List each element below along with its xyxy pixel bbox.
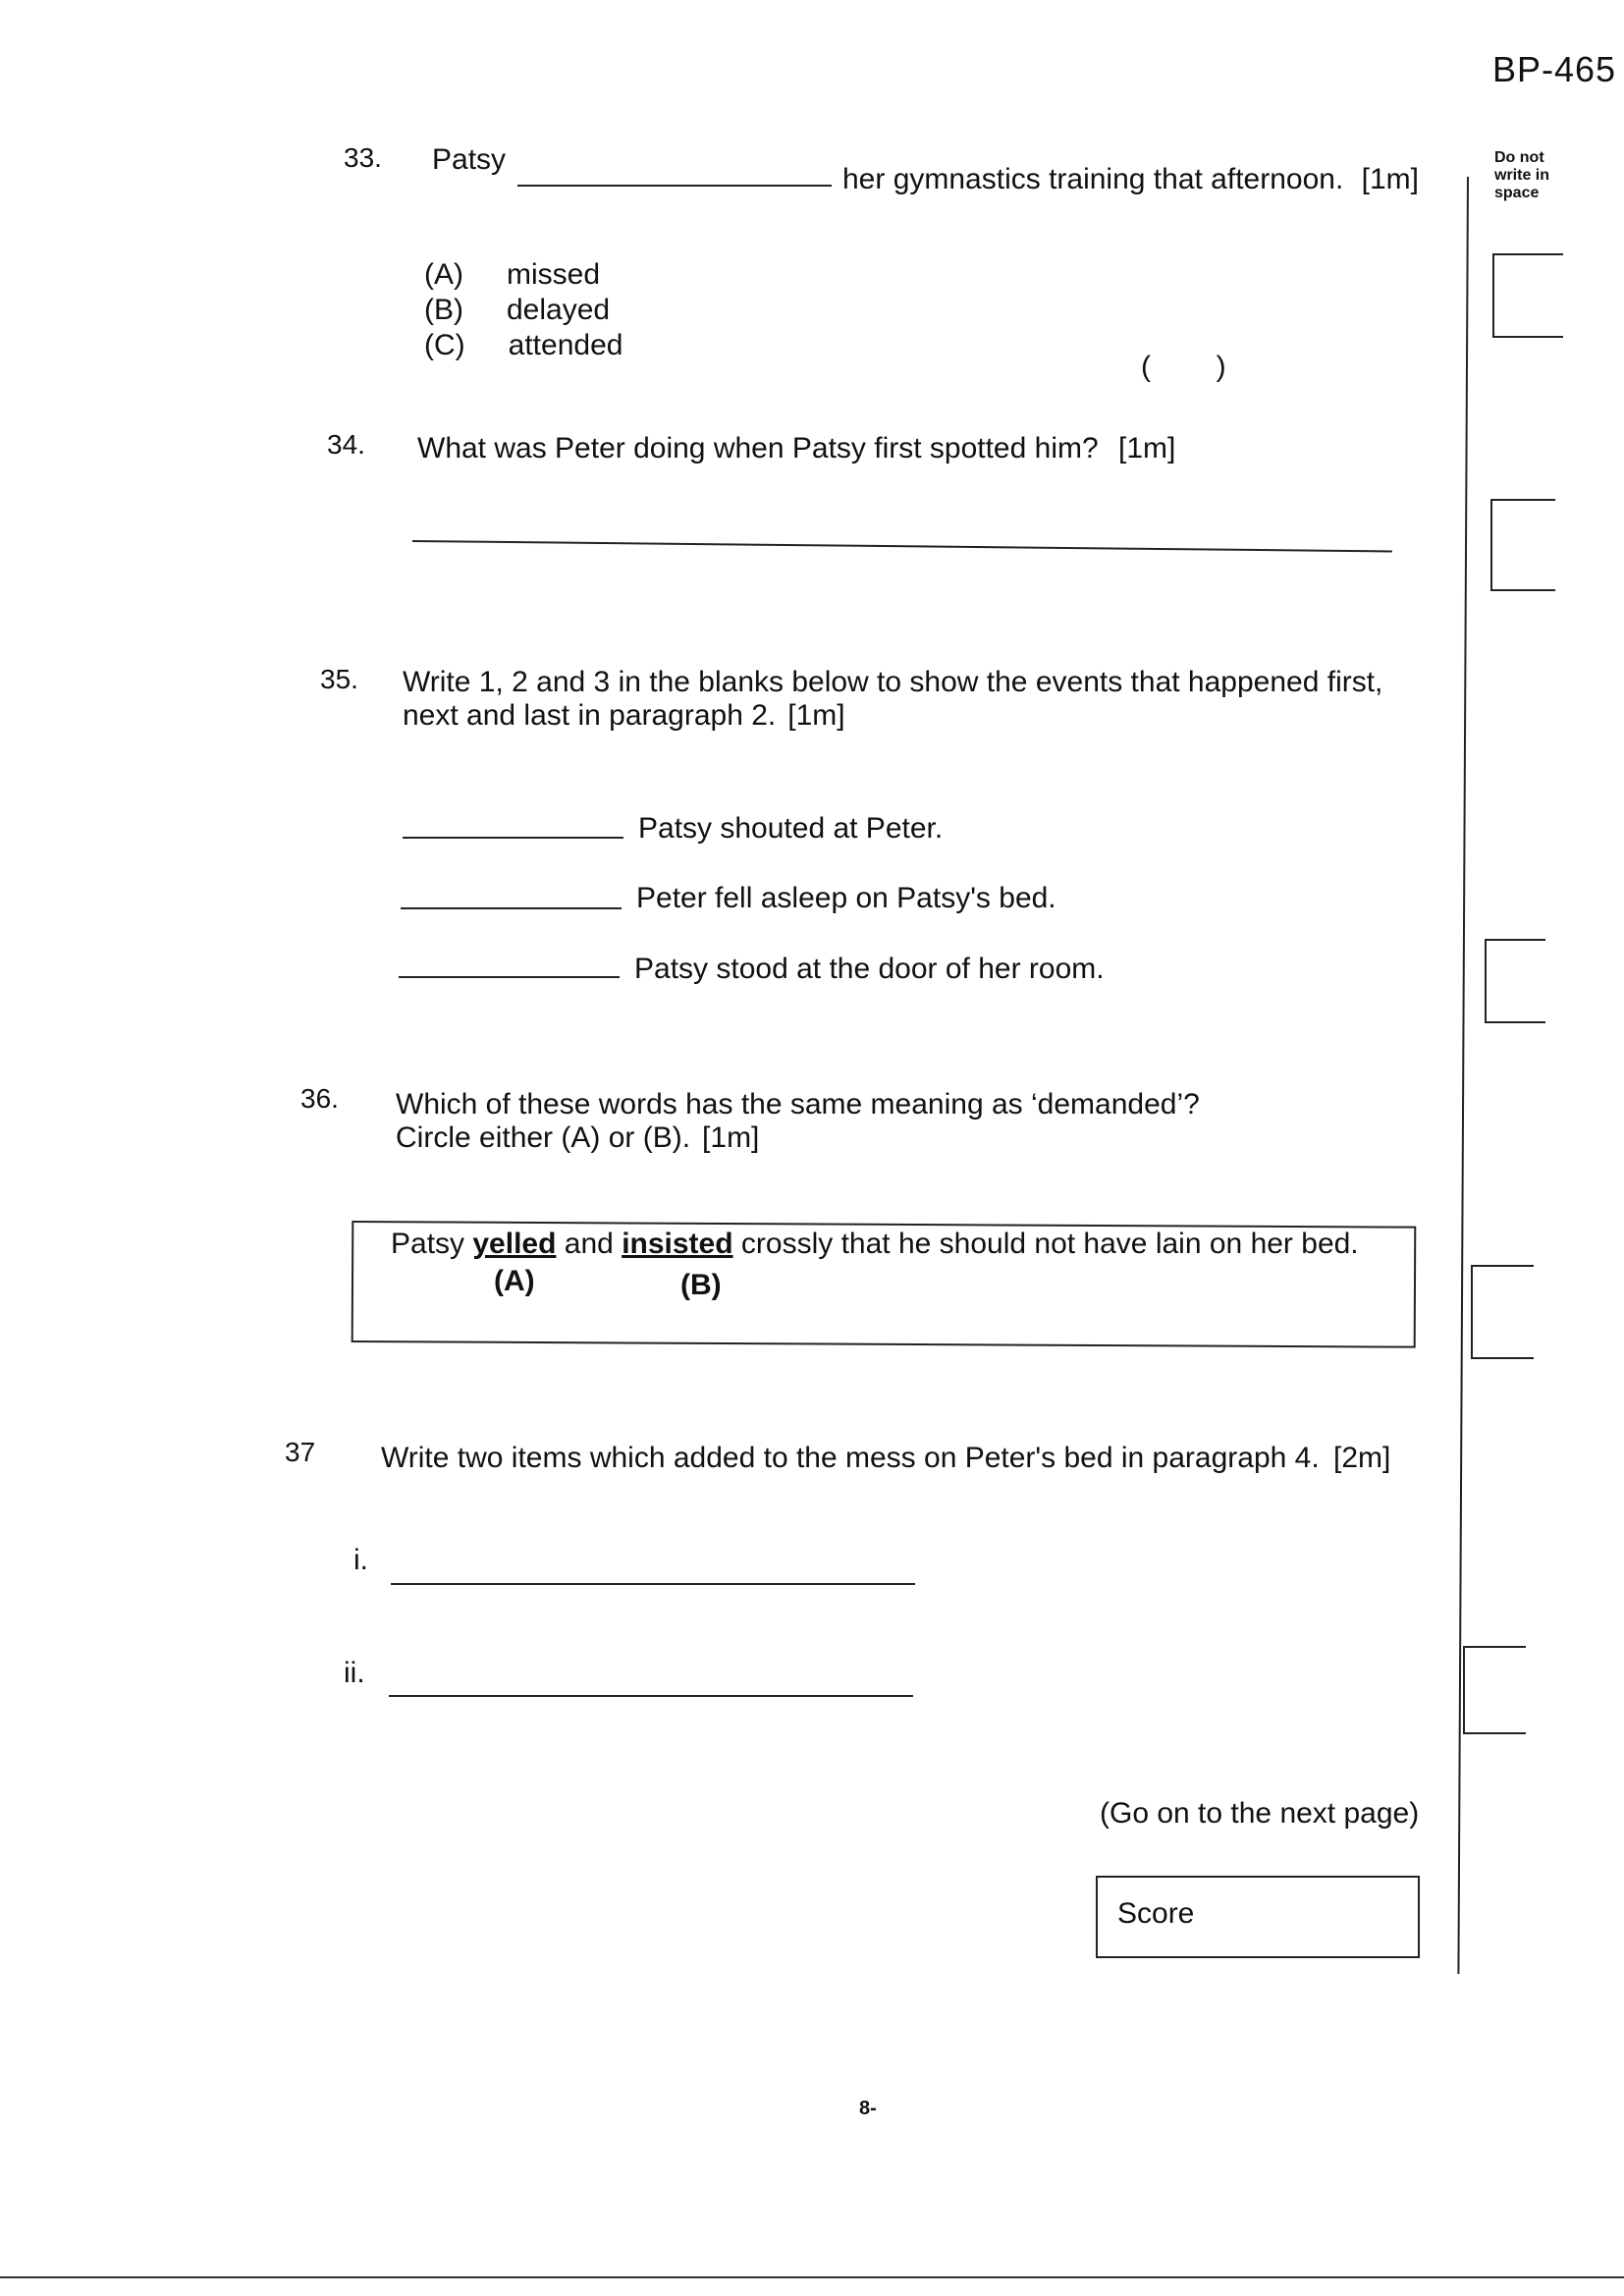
q36-label-b: (B) (680, 1269, 722, 1301)
q36-question: Which of these words has the same meaning as ‘demanded’? Circle either (A) or (B). [1m] (396, 1088, 1200, 1154)
mark-box-q34[interactable] (1490, 499, 1555, 591)
bottom-rule (0, 2276, 1624, 2278)
q35-event-1: Patsy shouted at Peter. (638, 812, 944, 845)
q33-answer-bracket[interactable]: ( ) (1141, 351, 1226, 383)
q33-answer-blank[interactable] (517, 185, 832, 187)
q34-answer-line[interactable] (412, 540, 1392, 552)
q37-item-ii-line[interactable] (389, 1695, 913, 1697)
mark-box-q33[interactable] (1492, 253, 1563, 338)
q35-blank-1[interactable] (403, 837, 623, 839)
q37-item-i-label: i. (353, 1544, 368, 1576)
mark-box-q36[interactable] (1471, 1265, 1534, 1359)
q37-item-i-line[interactable] (391, 1583, 915, 1585)
go-on-note: (Go on to the next page) (1100, 1797, 1420, 1830)
q34-number: 34. (327, 429, 365, 460)
q33-option-c[interactable]: (C) attended (424, 329, 623, 361)
q33-option-b[interactable]: (B) delayed (424, 294, 611, 326)
q35-blank-2[interactable] (401, 907, 622, 909)
q37-question: Write two items which added to the mess on Peter's bed in paragraph 4. [2m] (381, 1442, 1391, 1474)
q33-subject: Patsy (432, 143, 507, 176)
paper-code: BP-465 (1492, 49, 1617, 89)
score-box[interactable] (1096, 1876, 1420, 1958)
q35-event-2: Peter fell asleep on Patsy's bed. (636, 882, 1056, 914)
q33-rest: her gymnastics training that afternoon. [1m] (842, 163, 1419, 195)
q35-event-3: Patsy stood at the door of her room. (634, 953, 1105, 985)
q36-word-b[interactable]: insisted (622, 1228, 733, 1260)
page-number: 8- (859, 2098, 877, 2119)
q33-option-a[interactable]: (A) missed (424, 258, 601, 291)
q35-number: 35. (320, 664, 358, 694)
q37-item-ii-label: ii. (344, 1657, 365, 1689)
q35-blank-3[interactable] (399, 976, 620, 978)
q37-number: 37 (285, 1437, 316, 1467)
mark-box-q37[interactable] (1463, 1646, 1526, 1734)
q36-label-a: (A) (494, 1265, 535, 1297)
q36-sentence: Patsy yelled and insisted crossly that he should not have lain on her bed. (391, 1228, 1359, 1260)
q33-options (424, 257, 623, 363)
q36-word-a[interactable]: yelled (472, 1228, 557, 1260)
margin-note: Do not write in space (1494, 149, 1550, 201)
score-label: Score (1117, 1897, 1195, 1930)
mark-box-q35[interactable] (1485, 939, 1545, 1023)
q34-question: What was Peter doing when Patsy first spotted him? [1m] (417, 432, 1176, 465)
q33-number: 33. (344, 142, 382, 173)
q36-number: 36. (300, 1083, 339, 1114)
q35-question: Write 1, 2 and 3 in the blanks below to show the events that happened first, next and last in paragraph 2. [1m] (403, 666, 1383, 732)
